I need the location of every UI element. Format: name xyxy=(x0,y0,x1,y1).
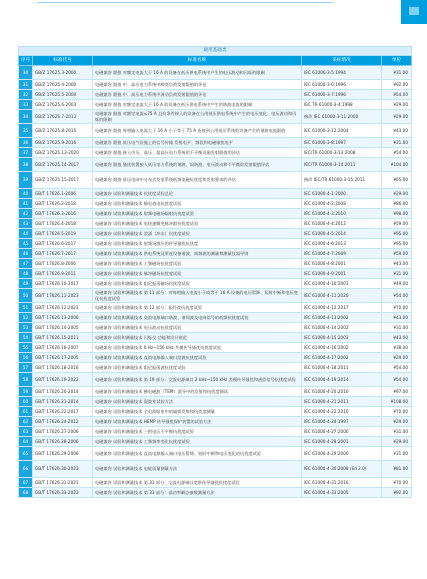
row-number: 58 xyxy=(19,373,33,387)
row-adoption: IEC 61000-4-8:2001 xyxy=(302,259,382,269)
row-number: 52 xyxy=(19,313,33,323)
row-adoption: IEC 61000-4-15:2003 xyxy=(302,333,382,343)
row-code: GB/T 17626.9-2011 xyxy=(33,269,93,279)
row-price: ¥108.00 xyxy=(382,397,412,407)
row-price: ¥86.00 xyxy=(382,199,412,209)
row-name: 电磁兼容 试验和测量技术 全电波暗室中的辐射发射和抗扰度测量 xyxy=(93,407,302,417)
table-row xyxy=(19,313,412,323)
row-number: 33 xyxy=(19,100,33,110)
row-number: 51 xyxy=(19,303,33,313)
row-price: ¥29.00 xyxy=(382,110,412,124)
row-number: 40 xyxy=(19,189,33,199)
row-name: 电磁兼容 试验和测量技术 第 31 部分：交流电源端口宽带传导骚扰抗扰度试验 xyxy=(93,478,302,488)
row-price: ¥104.00 xyxy=(382,158,412,172)
row-price: ¥95.00 xyxy=(382,239,412,249)
row-price: ¥38.00 xyxy=(382,343,412,353)
row-name: 电磁兼容 试验和测量技术 混波室试验方法 xyxy=(93,397,302,407)
row-number: 30 xyxy=(19,66,33,80)
table-row xyxy=(19,219,412,229)
top-divider xyxy=(38,2,333,3)
table-row xyxy=(19,110,412,124)
table-row xyxy=(19,80,412,90)
row-adoption: IEC 61000-4-22:2010 xyxy=(302,407,382,417)
row-number: 42 xyxy=(19,209,33,219)
row-name: 电磁兼容 试验和测量技术 直流电源输入端口电压暂降、短时中断和电压变化的抗扰度试验 xyxy=(93,447,302,461)
row-number: 66 xyxy=(19,461,33,478)
row-code: GB/T 17626.33-2023 xyxy=(33,488,93,498)
row-name: 电磁兼容 试验和测量技术 工频频率变化抗扰度试验 xyxy=(93,437,302,447)
row-adoption: IEC 61000-3-6:1996 xyxy=(302,80,382,90)
row-name: 电磁兼容 试验和测量技术 第 11 部分：对每相输入电流小于或等于 16 A 设备的电压暂降、短时中断和电压变化抗扰度试验 xyxy=(93,289,302,303)
row-name: 电磁兼容 试验和测量技术 电压波动抗扰度试验 xyxy=(93,323,302,333)
row-adoption: IEC 61000-4-1:2000 xyxy=(302,189,382,199)
row-adoption: IEC 61000-4-21:2011 xyxy=(302,397,382,407)
row-code: GB/Z 17625.7-2013 xyxy=(33,110,93,124)
table-row xyxy=(19,100,412,110)
page-top-band xyxy=(0,0,427,12)
row-name: 电磁兼容 试验和测量技术 静电放电抗扰度试验 xyxy=(93,199,302,209)
row-name: 电磁兼容 限值 低压电气设施上的信号传输 发射电平、频段和电磁骚扰电平 xyxy=(93,138,302,148)
table-row xyxy=(19,289,412,303)
row-code: GB/T 17626.22-2017 xyxy=(33,407,93,417)
row-name: 电磁兼容 试验和测量技术 电快速瞬变脉冲群抗扰度试验 xyxy=(93,219,302,229)
row-price: ¥29.00 xyxy=(382,100,412,110)
row-adoption: IEC 61000-4-31:2016 xyxy=(302,478,382,488)
row-code: GB/T 17626.29-2006 xyxy=(33,447,93,461)
row-adoption: IEC 61000-4-13:2002 xyxy=(302,313,382,323)
row-number: 34 xyxy=(19,110,33,124)
row-price: ¥54.00 xyxy=(382,363,412,373)
row-adoption: IEC 61000-4-14:2002 xyxy=(302,323,382,333)
row-adoption: IEC 61000-4-19:2014 xyxy=(302,373,382,387)
row-number: 48 xyxy=(19,269,33,279)
row-code: GB/T 17626.2-2018 xyxy=(33,199,93,209)
row-price: ¥31.00 xyxy=(382,66,412,80)
row-number: 57 xyxy=(19,363,33,373)
row-number: 67 xyxy=(19,478,33,488)
row-number: 31 xyxy=(19,80,33,90)
table-row xyxy=(19,90,412,100)
row-adoption: IEC 61000-4-12:2017 xyxy=(302,303,382,313)
row-name: 电磁兼容 试验和测量技术 0 Hz~150 kHz 共模传导骚扰抗扰度试验 xyxy=(93,343,302,353)
row-name: 电磁兼容 限值 对额定电流≤75 A 且有条件接入的设备在公用低压供电系统中产生的电压变化、电压波动和闪烁的限制 xyxy=(93,110,302,124)
row-number: 64 xyxy=(19,437,33,447)
row-number: 37 xyxy=(19,148,33,158)
table-row xyxy=(19,437,412,447)
table-header-row xyxy=(19,56,412,66)
row-code: GB/T 17626.28-2006 xyxy=(33,437,93,447)
row-code: GB/T 17626.5-2019 xyxy=(33,229,93,239)
row-name: 电磁兼容 试验和测量技术 供电系统及所连设备谐波、间谐波的测量和测量仪器导则 xyxy=(93,249,302,259)
row-number: 38 xyxy=(19,158,33,172)
row-number: 41 xyxy=(19,199,33,209)
table-row xyxy=(19,488,412,498)
row-name: 电磁兼容 试验和测量技术 阻尼振荡磁场抗扰度试验 xyxy=(93,279,302,289)
header-name: 标准名称 xyxy=(93,56,302,66)
row-adoption: IEC 61000-4-33:2005 xyxy=(302,488,382,498)
row-code: GB/T 17626.15-2011 xyxy=(33,333,93,343)
table-row xyxy=(19,279,412,289)
row-price: ¥92.00 xyxy=(382,80,412,90)
row-number: 32 xyxy=(19,90,33,100)
table-row xyxy=(19,259,412,269)
row-name: 电磁兼容 试验和测量技术 脉冲磁场抗扰度试验 xyxy=(93,269,302,279)
row-price: ¥43.00 xyxy=(382,313,412,323)
row-code: GB/Z 17625.14-2017 xyxy=(33,158,93,172)
row-name: 电磁兼容 试验和测量技术 交流电源端口谐波、谐间波及电网信号的低频抗扰度试验 xyxy=(93,313,302,323)
table-row xyxy=(19,397,412,407)
row-number: 43 xyxy=(19,219,33,229)
row-adoption: IEC 61000-4-16:2002 xyxy=(302,343,382,353)
row-name: 电磁兼容 限值 中、高压电力系统中波动负荷发射限值的评估 xyxy=(93,90,302,100)
row-code: GB/T 17626.6-2017 xyxy=(33,239,93,249)
row-price: ¥92.00 xyxy=(382,488,412,498)
row-code: GB/T 17626.21-2014 xyxy=(33,397,93,407)
row-price: ¥54.00 xyxy=(382,289,412,303)
row-number: 56 xyxy=(19,353,33,363)
row-code: GB/T 17626.31-2021 xyxy=(33,478,93,488)
row-price: ¥31.00 xyxy=(382,138,412,148)
table-row xyxy=(19,373,412,387)
table-row xyxy=(19,138,412,148)
row-code: GB/T 17626.10-2017 xyxy=(33,279,93,289)
row-code: GB/T 17626.30-2023 xyxy=(33,461,93,478)
row-name: 电磁兼容 试验和测量技术 三相电压不平衡抗扰度试验 xyxy=(93,427,302,437)
table-row xyxy=(19,387,412,397)
standards-table-wrapper xyxy=(18,46,411,498)
row-adoption: IEC 61000-3-8:1997 xyxy=(302,138,382,148)
row-adoption: IEC 61000-4-2:2008 xyxy=(302,199,382,209)
row-price: ¥95.00 xyxy=(382,229,412,239)
row-name: 电磁兼容 限值 中、高压电力系统中畸变负荷发射限值的评估 xyxy=(93,80,302,90)
row-name: 电磁兼容 试验和测量技术 横电磁波（TEM）波导中的发射和抗扰度测试 xyxy=(93,387,302,397)
row-price: ¥43.00 xyxy=(382,124,412,138)
row-code: GB/T 17626.7-2017 xyxy=(33,249,93,259)
row-adoption: IEC 61000-3-5:1994 xyxy=(302,66,382,80)
row-price: ¥43.00 xyxy=(382,333,412,343)
row-code: GB/Z 17625.5-2000 xyxy=(33,90,93,100)
row-adoption: IEC 61000-4-24:1997 xyxy=(302,417,382,427)
row-adoption: IEC 61000-3-7:1996 xyxy=(302,90,382,100)
row-price: ¥49.00 xyxy=(382,279,412,289)
row-number: 50 xyxy=(19,289,33,303)
table-row xyxy=(19,172,412,189)
row-price: ¥31.00 xyxy=(382,269,412,279)
row-number: 68 xyxy=(19,488,33,498)
table-row xyxy=(19,269,412,279)
row-code: GB/T 17626.16-2007 xyxy=(33,343,93,353)
row-number: 36 xyxy=(19,138,33,148)
table-row xyxy=(19,199,412,209)
row-price: ¥31.00 xyxy=(382,427,412,437)
row-code: GB/Z 17625.3-2000 xyxy=(33,66,93,80)
table-row xyxy=(19,239,412,249)
row-code: GB/Z 17625.15-2017 xyxy=(33,172,93,189)
row-code: GB/T 17626.14-2005 xyxy=(33,323,93,333)
row-code: GB/Z 17625.9-2016 xyxy=(33,138,93,148)
row-name: 电磁兼容 试验和测量技术 直流电源输入端口纹波抗扰度试验 xyxy=(93,353,302,363)
row-name: 电磁兼容 限值 骚扰装置接入低压电力系统的谐波、间谐波、电压波动和不平衡的发射限值评估 xyxy=(93,158,302,172)
row-code: GB/T 17626.11-2023 xyxy=(33,289,93,303)
row-price: ¥43.00 xyxy=(382,259,412,269)
row-name: 电磁兼容 试验和测量技术 第 12 部分：振铃波抗扰度试验 xyxy=(93,303,302,313)
row-code: GB/T 17626.20-2014 xyxy=(33,387,93,397)
row-name: 电磁兼容 试验和测量技术 射频电磁场辐射抗扰度试验 xyxy=(93,209,302,219)
row-code: GB/T 17626.13-2006 xyxy=(33,313,93,323)
row-code: GB/Z 17625.4-2000 xyxy=(33,80,93,90)
row-adoption: IEC 61000-4-29:2000 xyxy=(302,447,382,461)
row-adoption: IEC 61000-4-3:2010 xyxy=(302,209,382,219)
row-name: 电磁兼容 限值 低压电网中分布式发电系统低频电磁抗扰度和发射要求的评估 xyxy=(93,172,302,189)
table-row xyxy=(19,461,412,478)
row-code: GB/T 17626.1-2006 xyxy=(33,189,93,199)
table-row xyxy=(19,249,412,259)
row-number: 63 xyxy=(19,427,33,437)
row-code: GB/T 17626.17-2005 xyxy=(33,353,93,363)
row-code: GB/T 17626.27-2006 xyxy=(33,427,93,437)
table-caption: 通用基础类 xyxy=(19,47,412,56)
row-number: 60 xyxy=(19,397,33,407)
row-price: ¥54.00 xyxy=(382,90,412,100)
row-number: 53 xyxy=(19,323,33,333)
row-name: 电磁兼容 限值 每相输入电流大于 16 A 小于等于 75 A 连接到公用低压系统的设备产生的谐波电流限值 xyxy=(93,124,302,138)
row-code: GB/T 17626.19-2022 xyxy=(33,373,93,387)
table-row xyxy=(19,323,412,333)
row-adoption: IEC 61000-4-17:2002 xyxy=(302,353,382,363)
table-row xyxy=(19,209,412,219)
header-adoption: 采标情况 xyxy=(302,56,382,66)
table-row xyxy=(19,303,412,313)
table-row xyxy=(19,478,412,488)
header-price: 单价 xyxy=(382,56,412,66)
table-row xyxy=(19,343,412,353)
row-name: 电磁兼容 试验和测量技术 电能质量测量方法 xyxy=(93,461,302,478)
row-number: 44 xyxy=(19,229,33,239)
table-row xyxy=(19,363,412,373)
table-row xyxy=(19,407,412,417)
row-number: 62 xyxy=(19,417,33,427)
row-price: ¥29.00 xyxy=(382,189,412,199)
row-price: ¥29.00 xyxy=(382,417,412,427)
row-number: 45 xyxy=(19,239,33,249)
row-number: 39 xyxy=(19,172,33,189)
table-row xyxy=(19,158,412,172)
row-price: ¥65.00 xyxy=(382,172,412,189)
row-adoption: IEC 61000-4-28:2001 xyxy=(302,437,382,447)
row-number: 59 xyxy=(19,387,33,397)
row-number: 35 xyxy=(19,124,33,138)
row-name: 电磁兼容 试验和测量技术 HEMP 传导骚扰保护装置的试验方法 xyxy=(93,417,302,427)
standards-table xyxy=(18,46,412,498)
row-code: GB/T 17626.24-2012 xyxy=(33,417,93,427)
table-row xyxy=(19,229,412,239)
row-price: ¥31.00 xyxy=(382,323,412,333)
row-price: ¥98.00 xyxy=(382,209,412,219)
row-adoption: IEC/TR 61000-3-13:2008 xyxy=(302,148,382,158)
table-row xyxy=(19,447,412,461)
row-price: ¥59.00 xyxy=(382,219,412,229)
row-adoption: IEC 61000-4-10:2001 xyxy=(302,279,382,289)
row-price: ¥59.00 xyxy=(382,249,412,259)
row-price: ¥31.00 xyxy=(382,447,412,461)
row-number: 55 xyxy=(19,343,33,353)
row-price: ¥54.00 xyxy=(382,148,412,158)
table-row xyxy=(19,427,412,437)
side-tab-mark xyxy=(409,7,419,15)
row-adoption: IEC 61000-4-4:2012 xyxy=(302,219,382,229)
row-price: ¥81.00 xyxy=(382,461,412,478)
row-number: 46 xyxy=(19,249,33,259)
header-code: 标准代号 xyxy=(33,56,93,66)
row-price: ¥70.00 xyxy=(382,303,412,313)
row-code: GB/T 17626.3-2016 xyxy=(33,209,93,219)
row-code: GB/T 17626.12-2023 xyxy=(33,303,93,313)
row-name: 电磁兼容 试验和测量技术 闪烁仪 功能和设计规范 xyxy=(93,333,302,343)
row-name: 电磁兼容 试验和测量技术 射频场感应的传导骚扰抗扰度 xyxy=(93,239,302,249)
row-adoption: IEC 61000-3-12:2004 xyxy=(302,124,382,138)
row-price: ¥97.00 xyxy=(382,387,412,397)
row-adoption: 修改 IEC 61000-3-11:2000 xyxy=(302,110,382,124)
side-tab xyxy=(401,0,427,24)
row-price: ¥70.00 xyxy=(382,407,412,417)
row-adoption: IEC 61000-4-20:2010 xyxy=(302,387,382,397)
row-adoption: IEC 61000-4-27:2000 xyxy=(302,427,382,437)
table-row xyxy=(19,189,412,199)
row-name: 电磁兼容 试验和测量技术 阻尼振荡波抗扰度试验 xyxy=(93,363,302,373)
row-number: 65 xyxy=(19,447,33,461)
row-name: 电磁兼容 试验和测量技术 抗扰度试验总论 xyxy=(93,189,302,199)
row-adoption: IEC TR 61000-3-4:1998 xyxy=(302,100,382,110)
row-adoption: IEC 61000-4-7:2009 xyxy=(302,249,382,259)
row-code: GB/T 17626.4-2018 xyxy=(33,219,93,229)
header-no: 序号 xyxy=(19,56,33,66)
row-adoption: IEC 61000-4-5:2014 xyxy=(302,229,382,239)
row-name: 电磁兼容 限值 对额定电流大于 16 A 的设备在低压供电系统中产生的谐波电流的限制 xyxy=(93,100,302,110)
row-code: GB/T 17626.18-2016 xyxy=(33,363,93,373)
row-price: ¥54.00 xyxy=(382,373,412,387)
row-number: 61 xyxy=(19,407,33,417)
row-adoption: IEC 61000-4-6:2013 xyxy=(302,239,382,249)
table-row xyxy=(19,66,412,80)
table-caption-row xyxy=(19,47,412,56)
row-adoption: IEC 61000-4-9:2001 xyxy=(302,269,382,279)
table-row xyxy=(19,333,412,343)
row-price: ¥70.00 xyxy=(382,478,412,488)
row-adoption: IEC 61000-4-11:2020 xyxy=(302,289,382,303)
row-name: 电磁兼容 试验和测量技术 浪涌（冲击）抗扰度试验 xyxy=(93,229,302,239)
row-adoption: IEC 61000-4-18:2011 xyxy=(302,363,382,373)
row-code: GB/Z 17625.8-2015 xyxy=(33,124,93,138)
row-code: GB/Z 17625.13-2020 xyxy=(33,148,93,158)
table-row xyxy=(19,148,412,158)
row-price: ¥29.00 xyxy=(382,437,412,447)
row-adoption: IEC/TR 61000-3-14:2011 xyxy=(302,158,382,172)
row-name: 电磁兼容 限值 接入中压、高压、超高压电力系统的不平衡设施发射限值的评估 xyxy=(93,148,302,158)
row-code: GB/T 17626.8-2006 xyxy=(33,259,93,269)
row-name: 电磁兼容 限值 对额定电流大于 16 A 的设备在低压供电系统中产生的电压波动和闪烁的限制 xyxy=(93,66,302,80)
table-row xyxy=(19,124,412,138)
row-number: 54 xyxy=(19,333,33,343)
table-row xyxy=(19,417,412,427)
row-adoption: 修改 IEC/TR 61000-3-15:2011 xyxy=(302,172,382,189)
row-number: 49 xyxy=(19,279,33,289)
row-price: ¥29.00 xyxy=(382,353,412,363)
row-name: 电磁兼容 试验和测量技术 工频磁场抗扰度试验 xyxy=(93,259,302,269)
row-name: 电磁兼容 试验和测量技术 第 19 部分：交流电源端口 2 kHz~150 kHz 差模传导骚扰和通信信号抗扰度试验 xyxy=(93,373,302,387)
row-adoption: IEC 61000-4-30:2008 (Ed 2.0) xyxy=(302,461,382,478)
row-name: 电磁兼容 试验和测量技术 第 33 部分：高功率瞬态参数测量方法 xyxy=(93,488,302,498)
row-number: 47 xyxy=(19,259,33,269)
row-code: GB/Z 17625.6-2003 xyxy=(33,100,93,110)
table-row xyxy=(19,353,412,363)
